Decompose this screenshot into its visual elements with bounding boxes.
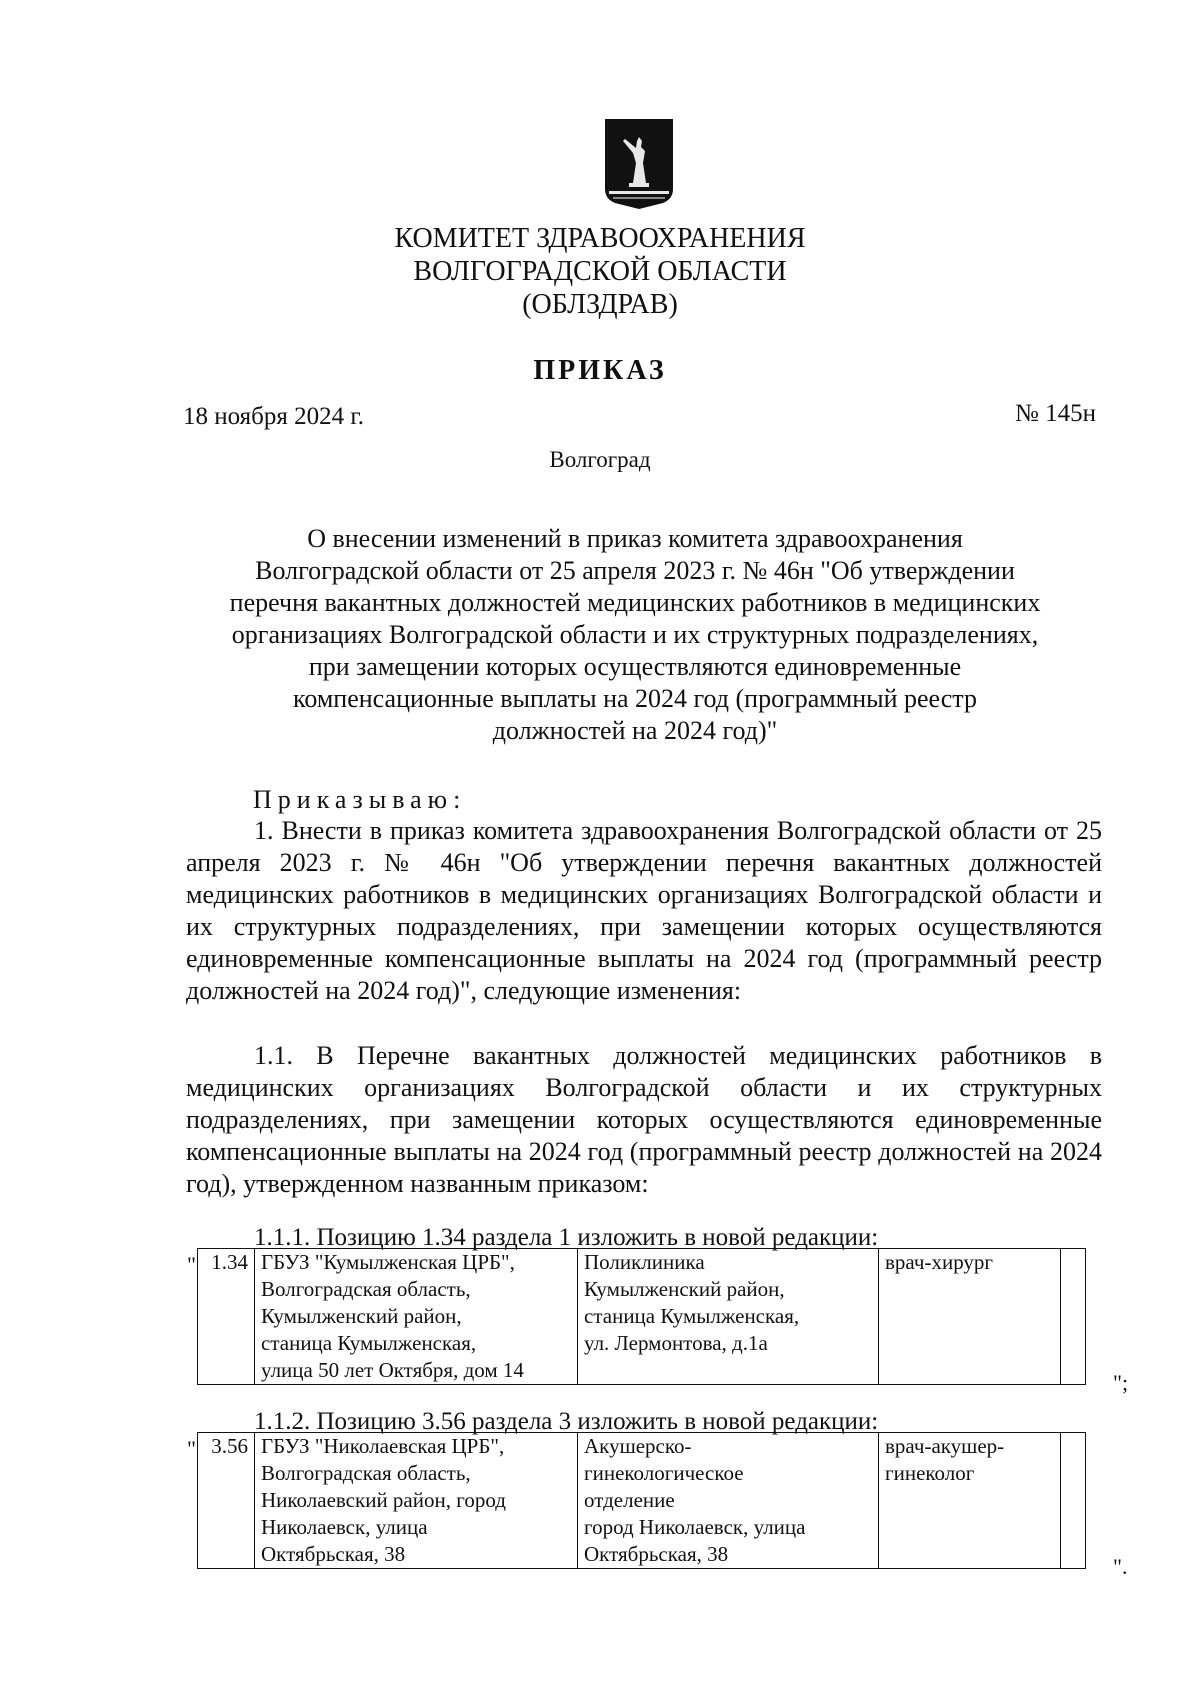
department-cell bbox=[578, 1433, 879, 1569]
table-row bbox=[198, 1433, 1086, 1569]
open-quote: " bbox=[187, 1252, 196, 1277]
cell-line: Николаевск, улица bbox=[261, 1515, 428, 1539]
cell-line: врач-акушер- bbox=[885, 1434, 1005, 1458]
position-table-2 bbox=[197, 1432, 1086, 1569]
cell-line: станица Кумылженская, bbox=[261, 1331, 477, 1355]
cell-line: Кумылженский район, bbox=[261, 1304, 462, 1328]
order-date: 18 ноября 2024 г. bbox=[183, 403, 365, 430]
cell-line: Николаевский район, город bbox=[261, 1488, 506, 1512]
close-quote: ". bbox=[1113, 1554, 1128, 1579]
open-quote: " bbox=[187, 1436, 196, 1461]
volgograd-coat-of-arms-icon bbox=[603, 117, 675, 210]
org-line-3: (ОБЛЗДРАВ) bbox=[522, 289, 678, 320]
cell-line: ГБУЗ "Кумылженская ЦРБ", bbox=[261, 1250, 515, 1274]
empty-cell bbox=[1061, 1433, 1086, 1569]
position-cell bbox=[879, 1249, 1061, 1385]
order-number: № 145н bbox=[1015, 400, 1096, 427]
empty-cell bbox=[1061, 1249, 1086, 1385]
organization-cell bbox=[255, 1249, 578, 1385]
order-city: Волгоград bbox=[549, 447, 651, 472]
paragraph-1: 1. Внести в приказ комитета здравоохранения Волгоградской области от 25 апреля 2023 г. № 46н "Об утверждении перечня вакантных должностей медицинских работников в медицинских организациях Волгоградской области и их структурных подразделениях, при замещении которых осуществляются единовременные компенсационные выплаты на 2024 год (программный реестр должностей на 2024 год)", следующие изменения: bbox=[186, 816, 1102, 1005]
cell-line: Волгоградская область, bbox=[261, 1277, 471, 1301]
org-line-2: ВОЛГОГРАДСКОЙ ОБЛАСТИ bbox=[413, 256, 787, 287]
cell-line: гинеколог bbox=[885, 1461, 975, 1485]
item-1-1-2-caption: 1.1.2. Позицию 3.56 раздела 3 изложить в новой редакции: bbox=[254, 1408, 879, 1435]
subject-line: при замещении которых осуществляются единовременные bbox=[308, 652, 962, 681]
cell-line: Октябрьская, 38 bbox=[584, 1542, 729, 1566]
cell-line: город Николаевск, улица bbox=[584, 1515, 806, 1539]
cell-line: отделение bbox=[584, 1488, 675, 1512]
cell-line: гинекологическое bbox=[584, 1461, 744, 1485]
cell-line: Волгоградская область, bbox=[261, 1461, 471, 1485]
position-number: 3.56 bbox=[198, 1433, 255, 1569]
cell-line: врач-хирург bbox=[885, 1250, 994, 1274]
table-row bbox=[198, 1249, 1086, 1385]
cell-line: улица 50 лет Октября, дом 14 bbox=[261, 1358, 524, 1382]
subject-line: перечня вакантных должностей медицинских работников в медицинских bbox=[229, 588, 1041, 617]
org-line-1: КОМИТЕТ ЗДРАВООХРАНЕНИЯ bbox=[394, 223, 806, 254]
cell-line: Акушерско- bbox=[584, 1434, 692, 1458]
cell-line: ул. Лермонтова, д.1а bbox=[584, 1331, 768, 1355]
subject-line: организациях Волгоградской области и их структурных подразделениях, bbox=[231, 620, 1039, 649]
cell-line: Октябрьская, 38 bbox=[261, 1542, 406, 1566]
position-cell bbox=[879, 1433, 1061, 1569]
position-number: 1.34 bbox=[198, 1249, 255, 1385]
organization-cell bbox=[255, 1433, 578, 1569]
department-cell bbox=[578, 1249, 879, 1385]
paragraph-1-1: 1.1. В Перечне вакантных должностей медицинских работников в медицинских организациях Волгоградской области и их структурных подразделениях, при замещении которых осуществляются единовременные компенсационные выплаты на 2024 год (программный реестр должностей на 2024 год), утвержденном названным приказом: bbox=[186, 1041, 1102, 1198]
subject-line: Волгоградской области от 25 апреля 2023 г. № 46н "Об утверждении bbox=[255, 556, 1015, 585]
cell-line: ГБУЗ "Николаевская ЦРБ", bbox=[261, 1434, 505, 1458]
position-table-1 bbox=[197, 1248, 1086, 1385]
order-directive: Приказываю: bbox=[253, 785, 467, 814]
close-quote: "; bbox=[1113, 1370, 1129, 1395]
subject-line: должностей на 2024 год)" bbox=[492, 716, 778, 745]
cell-line: Кумылженский район, bbox=[584, 1277, 785, 1301]
subject-line: компенсационные выплаты на 2024 год (программный реестр bbox=[293, 684, 977, 713]
cell-line: Поликлиника bbox=[584, 1250, 705, 1274]
order-subject bbox=[170, 523, 1100, 747]
document-type: ПРИКАЗ bbox=[533, 355, 667, 386]
organization-name bbox=[0, 222, 1200, 321]
subject-line: О внесении изменений в приказ комитета здравоохранения bbox=[307, 524, 963, 553]
cell-line: станица Кумылженская, bbox=[584, 1304, 800, 1328]
item-1-1-1-caption: 1.1.1. Позицию 1.34 раздела 1 изложить в новой редакции: bbox=[254, 1224, 879, 1251]
